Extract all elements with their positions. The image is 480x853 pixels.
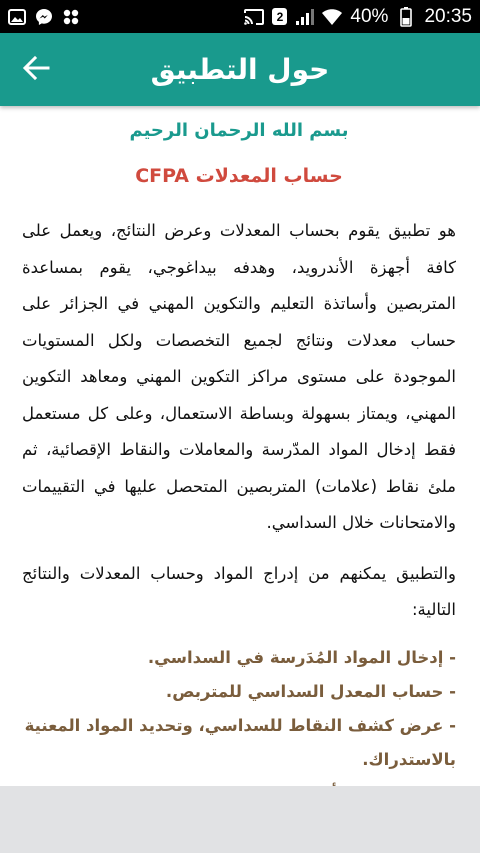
page-title: حول التطبيق xyxy=(150,53,330,86)
messenger-icon xyxy=(35,8,53,26)
signal-icon xyxy=(296,8,314,26)
grid-app-icon xyxy=(62,8,80,26)
wifi-icon xyxy=(323,8,341,26)
bottom-bar xyxy=(0,786,480,853)
battery-icon xyxy=(397,8,415,26)
battery-percent: 40% xyxy=(350,5,389,27)
basmala-heading: بسم الله الرحمان الرحيم xyxy=(129,120,349,141)
clock-time: 20:35 xyxy=(424,5,472,27)
cast-icon xyxy=(245,8,263,26)
features-intro-paragraph: والتطبيق يمكنهم من إدراج المواد وحساب المعدلات والنتائج التالية: xyxy=(22,563,456,619)
list-item: - حساب المعدل السداسي للمتربص. xyxy=(165,681,456,701)
list-item: - عرض كشف النقاط للسداسي، وتحديد المواد المعنية بالاستدراك. xyxy=(24,715,456,769)
app-subtitle: حساب المعدلات CFPA xyxy=(135,165,343,187)
app-bar xyxy=(0,33,480,106)
status-right-icons xyxy=(245,6,472,28)
arrow-left-icon xyxy=(22,56,50,84)
about-content[interactable] xyxy=(0,106,480,786)
description-paragraph: هو تطبيق يقوم بحساب المعدلات وعرض النتائج، ويعمل على كافة أجهزة الأندرويد، وهدفه بيداغوجي، يقوم بمساعدة المتربصين وأساتذة التعليم والتكوين المهني في الجزائر على حساب معدلات ونتائج لجميع التخصصات ولكل المستويات الموجودة على مستوى مراكز التكوين المهني ومعاهد التكوين المهني، ويمتاز بسهولة وبساطة الاستعمال، وعلى كل مستعمل فقط إدخال المواد المدّرسة والمعاملات والنقاط الإقصائية، ثم ملئ نقاط (علامات) المتربصين المتحصل عليها في التقييمات والامتحانات خلال السداسي. xyxy=(22,221,456,532)
sim-badge-icon: 2 xyxy=(272,8,287,25)
list-item: - إدخال المواد المُدَرسة في السداسي. xyxy=(147,647,456,667)
image-icon xyxy=(8,8,26,26)
status-bar xyxy=(0,0,480,33)
features-list xyxy=(22,641,456,811)
back-button[interactable] xyxy=(16,51,56,89)
status-left-icons xyxy=(8,8,80,26)
